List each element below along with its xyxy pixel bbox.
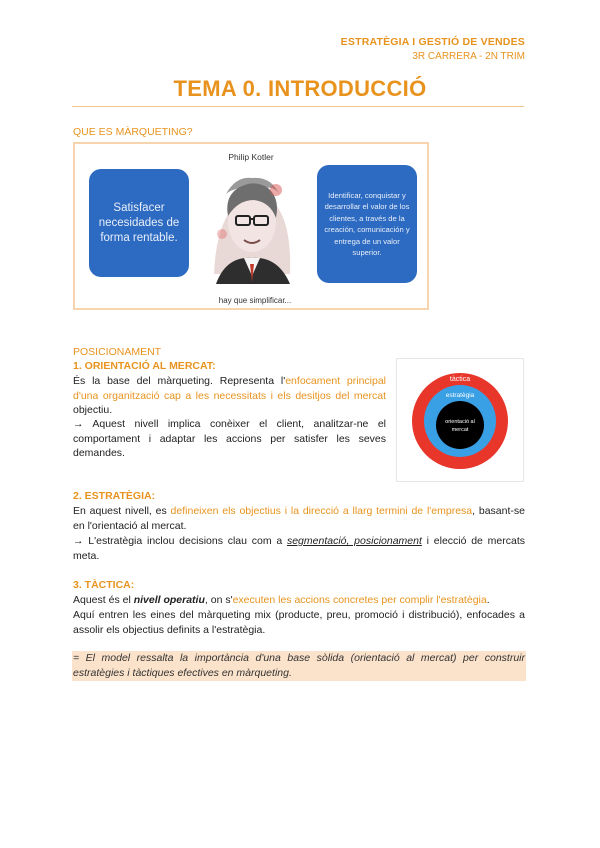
s3-highlight: executen les accions concretes per complir l'estratègia (232, 594, 487, 606)
definition-left-text: Satisfacer necesidades de forma rentable. (98, 201, 180, 244)
kotler-portrait (206, 164, 298, 284)
definition-right-text: Identificar, conquistar y desarrollar el valor de los clientes, a través de la creación, comunicación y entrega de un valor superior. (324, 190, 410, 257)
header-course: 3R CARRERA - 2N TRIM (412, 51, 525, 62)
section-1-title: 1. ORIENTACIÓ AL MERCAT: (73, 360, 216, 372)
section-2-paragraph (73, 504, 525, 533)
positioning-heading: POSICIONAMENT (73, 346, 162, 358)
s3-text-start: Aquest és el (73, 594, 134, 606)
title-divider (72, 106, 524, 107)
s2-arrow-start: → L'estratègia inclou decisions clau com a (73, 535, 287, 547)
header-subject: ESTRATÈGIA I GESTIÓ DE VENDES (340, 36, 525, 48)
section-2-title: 2. ESTRATÈGIA: (73, 490, 156, 502)
s1-text-start: És la base del màrqueting. Representa l' (73, 375, 286, 387)
section-1-paragraph (73, 374, 386, 418)
marketing-heading: QUE ES MÀRQUETING? (73, 126, 193, 138)
s2-text-start: En aquest nivell, es (73, 505, 171, 517)
s2-arrow-end: i elecció de mercats meta. (73, 535, 526, 562)
ring-inner-label-2: mercat (451, 427, 469, 433)
s3-text-end: . (486, 594, 490, 606)
page-title: TEMA 0. INTRODUCCIÓ (173, 76, 427, 101)
definition-box-left (89, 169, 189, 277)
s1-highlight: enfocament principal d'una organització cap a les necessitats i els desitjos del mercat (73, 375, 387, 402)
section-3-title: 3. TÀCTICA: (73, 579, 135, 591)
s2-arrow-emphasis: segmentació, posicionament (286, 535, 422, 547)
figure-caption: hay que simplificar... (218, 296, 292, 305)
s3-emphasis: nivell operatiu (133, 594, 205, 606)
s1-text-end: objectiu. (73, 404, 113, 416)
positioning-rings-figure (396, 358, 524, 482)
s2-text-end: , basant-se en l'orientació al mercat. (73, 505, 525, 532)
conclusion-note: = El model ressalta la importància d'una base sòlida (orientació al mercat) per construir estratègies i tàctiques efectives en màrqueting. (73, 652, 525, 679)
section-3-paragraph (73, 593, 525, 608)
ring-inner-label-1: orientació al (445, 419, 475, 425)
ring-inner (436, 401, 484, 449)
ring-outer-label: tàctica (449, 376, 471, 383)
kotler-name: Philip Kotler (228, 152, 274, 162)
section-3-paragraph-2: Aquí entren les eines del màrqueting mix (producte, preu, promoció i distribució), enfocades a assolir els objectius definits a l'estratègia. (73, 609, 525, 636)
kotler-figure (73, 142, 429, 310)
rings-diagram (397, 359, 523, 481)
section-1-arrow-note: → Aquest nivell implica conèixer el client, analitzar-ne el comportament i adaptar les accions per satisfer les seves demandes. (73, 418, 386, 459)
section-2-arrow-note (73, 534, 525, 563)
ring-middle-label: estratègia (445, 392, 475, 399)
s3-text-mid: , on s' (204, 594, 233, 606)
s2-highlight: defineixen els objectius i la direcció a llarg termini de l'empresa (170, 505, 473, 517)
definition-box-right (317, 165, 417, 283)
